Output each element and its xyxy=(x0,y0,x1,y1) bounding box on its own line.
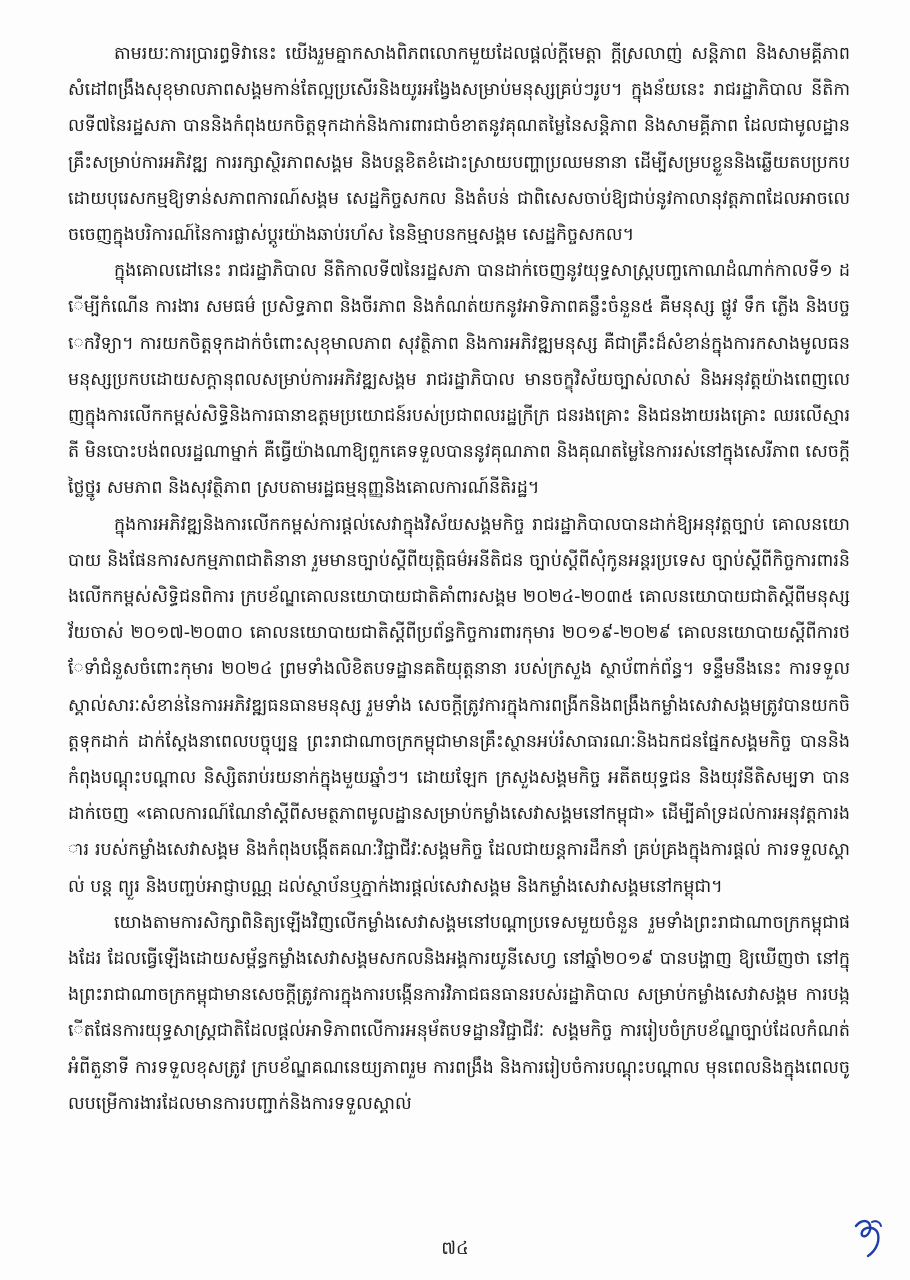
document-body xyxy=(68,36,850,1122)
paragraph-1: តាមរយៈការប្រារព្ធទិវានេះ យើងរួមគ្នាកសាងពិភពលោកមួយដែលផ្តល់ក្តីមេត្តា ក្តីស្រលាញ់ សន្តិភាព និងសាមគ្គីភាព សំដៅពង្រឹងសុខុមាលភាពសង្គមកាន់តែល្អប្រសើរនិងយូរអង្វែងសម្រាប់មនុស្សគ្រប់ៗរូប។ ក្នុងន័យនេះ រាជរដ្ឋាភិបាល នីតិកាលទី៧នៃរដ្ឋសភា បាននិងកំពុងយកចិត្តទុកដាក់និងការពារជាចំខាតនូវគុណតម្លៃនៃសន្តិភាព និងសាមគ្គីភាព ដែលជាមូលដ្ឋានគ្រឹះសម្រាប់ការអភិវឌ្ឍ ការរក្សាស្ថិរភាពសង្គម និងបន្តខិតខំដោះស្រាយបញ្ហាប្រឈមនានា ដើម្បីសម្របខ្លួននិងឆ្លើយតបប្រកបដោយបុរេសកម្មឱ្យទាន់សភាពការណ៍សង្គម សេដ្ឋកិច្ចសកល និងតំបន់ ជាពិសេសចាប់ឱ្យជាប់នូវកាលានុវត្តភាពដែលអាចលេចចេញក្នុងបរិការណ៍នៃការផ្លាស់ប្តូរយ៉ាងឆាប់រហ័ស នៃនិម្មាបនកម្មសង្គម សេដ្ឋកិច្ចសកល។ xyxy=(68,44,850,246)
paragraph-4: យោងតាមការសិក្សាពិនិត្យឡើងវិញលើកម្លាំងសេវាសង្គមនៅបណ្តាប្រទេសមួយចំនួន រួមទាំងព្រះរាជាណាចក្រកម្ពុជាផងដែរ ដែលធ្វើឡើងដោយសម្ព័ន្ធកម្លាំងសេវាសង្គមសកលនិងអង្គការយូនីសេហ្វ នៅឆ្នាំ២០១៩ បានបង្ហាញ ឱ្យឃើញថា នៅក្នុងព្រះរាជាណាចក្រកម្ពុជាមានសេចក្តីត្រូវការក្នុងការបង្កើនការវិភាជធនធានរបស់រដ្ឋាភិបាល សម្រាប់កម្លាំងសេវាសង្គម ការបង្កើតផែនការយុទ្ធសាស្ត្រជាតិដែលផ្តល់អាទិភាពលើការអនុម័តបទដ្ឋានវិជ្ជាជីវៈ សង្គមកិច្ច ការរៀបចំក្របខ័ណ្ឌច្បាប់ដែលកំណត់អំពីតួនាទី ការទទួលខុសត្រូវ ក្របខ័ណ្ឌគណនេយ្យភាពរួម ការពង្រឹង និងការរៀបចំការបណ្តុះបណ្តាល មុនពេលនិងក្នុងពេលចូលបម្រើការងារដែលមានការបញ្ជាក់និងការទទួលស្គាល់ xyxy=(68,912,850,1114)
paragraph-2: ក្នុងគោលដៅនេះ រាជរដ្ឋាភិបាល នីតិកាលទី៧នៃរដ្ឋសភា បានដាក់ចេញនូវយុទ្ធសាស្ត្របញ្ចកោណដំណាក់កាលទី១ ដើម្បីកំណើន ការងារ សមធម៌ ប្រសិទ្ធភាព និងចីរភាព និងកំណត់យកនូវអាទិភាពគន្លឹះចំនួន៥ គឺមនុស្ស ផ្លូវ ទឹក ភ្លើង និងបច្ចេកវិទ្យា។ ការយកចិត្តទុកដាក់ចំពោះសុខុមាលភាព សុវត្ថិភាព និងការអភិវឌ្ឍមនុស្ស គឺជាគ្រឹះដ៏សំខាន់ក្នុងការកសាងមូលធនមនុស្សប្រកបដោយសក្តានុពលសម្រាប់ការអភិវឌ្ឍសង្គម រាជរដ្ឋាភិបាល មានចក្ខុវិស័យច្បាស់លាស់ និងអនុវត្តយ៉ាងពេញលេញក្នុងការលើកកម្ពស់សិទ្ធិនិងការធានាឧត្តមប្រយោជន៍របស់ប្រជាពលរដ្ឋក្រីក្រ ជនរងគ្រោះ និងជនងាយរងគ្រោះ ឈរលើស្មារតី មិនបោះបង់ពលរដ្ឋណាម្នាក់ គឺធ្វើយ៉ាងណាឱ្យពួកគេទទួលបាននូវគុណភាព និងគុណតម្លៃនៃការរស់នៅក្នុងសេរីភាព សេចក្តីថ្លៃថ្នូរ សមភាព និងសុវត្ថិភាព ស្របតាមរដ្ឋធម្មនុញ្ញនិងគោលការណ៍នីតិរដ្ឋ។ xyxy=(68,261,850,499)
paragraph-3: ក្នុងការអភិវឌ្ឍនិងការលើកកម្ពស់ការផ្តល់សេវាក្នុងវិស័យសង្គមកិច្ច រាជរដ្ឋាភិបាលបានដាក់ឱ្យអនុវត្តច្បាប់ គោលនយោបាយ និងផែនការសកម្មភាពជាតិនានា រួមមានច្បាប់ស្តីពីយុត្តិធម៌អនីតិជន ច្បាប់ស្តីពីសុំកូនអន្តរប្រទេស ច្បាប់ស្តីពីកិច្ចការពារនិងលើកកម្ពស់សិទ្ធិជនពិការ ក្របខ័ណ្ឌគោលនយោបាយជាតិគាំពារសង្គម ២០២៤-២០៣៥ គោលនយោបាយជាតិស្តីពីមនុស្សវ័យចាស់ ២០១៧-២០៣០ គោលនយោបាយជាតិស្តីពីប្រព័ន្ធកិច្ចការពារកុមារ ២០១៩-២០២៩ គោលនយោបាយស្តីពីការថែទាំជំនួសចំពោះកុមារ ២០២៤ ព្រមទាំងលិខិតបទដ្ឋានគតិយុត្តនានា របស់ក្រសួង ស្ថាប័ពាក់ព័ន្ធ។ ទន្ទឹមនឹងនេះ ការទទួលស្គាល់សារៈសំខាន់នៃការអភិវឌ្ឍធនធានមនុស្ស រួមទាំង សេចក្តីត្រូវការក្នុងការពង្រីកនិងពង្រឹងកម្លាំងសេវាសង្គមត្រូវបានយកចិត្តទុកដាក់ ដាក់ស្តែងនាពេលបច្ចុប្បន្ន ព្រះរាជាណាចក្រកម្ពុជាមានគ្រឹះស្ថានអប់រំសាធារណៈនិងឯកជនផ្នែកសង្គមកិច្ច បាននិងកំពុងបណ្តុះបណ្តាល និស្សិតរាប់រយនាក់ក្នុងមួយឆ្នាំៗ។ ដោយឡែក ក្រសួងសង្គមកិច្ច អតីតយុទ្ធជន និងយុវនីតិសម្បទា បានដាក់ចេញ «គោលការណ៍ណែនាំស្តីពីសមត្ថភាពមូលដ្ឋានសម្រាប់កម្លាំងសេវាសង្គមនៅកម្ពុជា» ដើម្បីគាំទ្រដល់ការអនុវត្តការងារ របស់កម្លាំងសេវាសង្គម និងកំពុងបង្កើតគណៈវិជ្ជាជីវៈសង្គមកិច្ច ដែលជាយន្តការដឹកនាំ គ្រប់គ្រងក្នុងការផ្តល់ ការទទួលស្គាល់ បន្ត ព្យួរ និងបញ្ចប់អាជ្ញាបណ្ណ ដល់ស្ថាប័នឬភ្នាក់ងារផ្តល់សេវាសង្គម និងកម្លាំងសេវាសង្គមនៅកម្ពុជា។ xyxy=(68,514,850,897)
handwritten-initial-icon xyxy=(848,1212,888,1260)
page-number: ៧៤ xyxy=(441,1238,469,1259)
